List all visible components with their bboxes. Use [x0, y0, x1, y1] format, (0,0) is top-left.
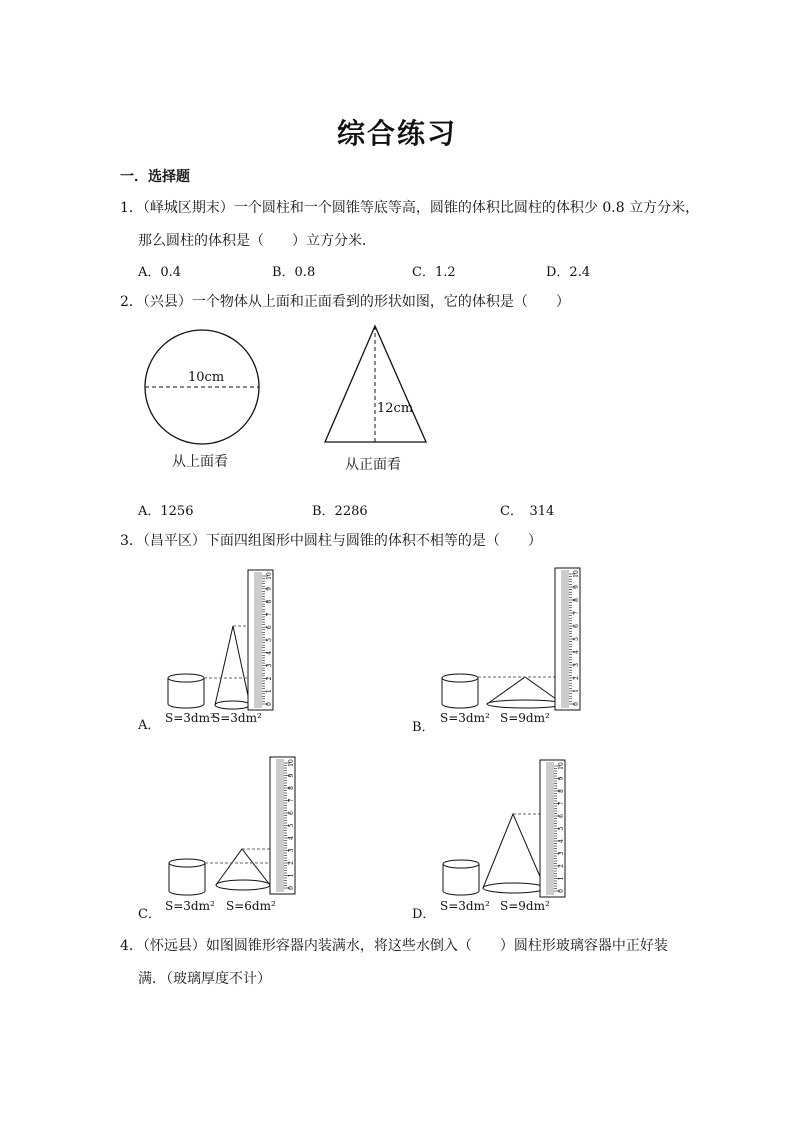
ruler-number: 9: [288, 773, 295, 778]
ruler-number: 3: [266, 663, 273, 668]
group-d-cylinder: [443, 860, 479, 895]
group-a-cone-label: S=3dm²: [212, 711, 262, 725]
ruler-number: 1: [573, 689, 580, 693]
ruler-number: 2: [288, 861, 295, 865]
top-view-figure: [140, 325, 265, 450]
group-d-ruler: [540, 760, 565, 897]
q3-text: 3．（昌平区）下面四组图形中圆柱与圆锥的体积不相等的是（ ）: [120, 533, 542, 549]
ruler-number: 3: [558, 851, 565, 856]
ruler-number: 7: [558, 801, 565, 806]
group-d-letter[interactable]: D．: [412, 907, 436, 922]
group-a-figure: [160, 565, 285, 715]
group-b-cone: [487, 677, 563, 708]
group-b-figure: [435, 565, 585, 715]
ruler-number: 0: [266, 702, 273, 706]
group-b-ruler: [555, 568, 580, 710]
q1-line2: 那么圆柱的体积是（ ）立方分米．: [138, 233, 376, 249]
group-d-figure: [435, 752, 570, 902]
q2-option-a[interactable]: A．1256: [138, 504, 194, 519]
ruler-number: 0: [288, 886, 295, 890]
q2-option-b[interactable]: B．2286: [312, 504, 368, 519]
ruler-number: 7: [288, 798, 295, 803]
ruler-number: 8: [558, 789, 565, 793]
ruler-number: 5: [288, 823, 295, 828]
ruler-number: 10: [288, 759, 295, 767]
group-c-cone: [216, 849, 270, 890]
ruler-number: 6: [266, 625, 273, 630]
ruler-number: 0: [558, 889, 565, 893]
q4-line2: 满．（玻璃厚度不计）: [138, 971, 271, 987]
group-a-cylinder-label: S=3dm²: [165, 711, 215, 725]
ruler-number: 1: [266, 689, 273, 694]
front-view-caption: 从正面看: [345, 457, 401, 473]
group-d-cone: [483, 814, 545, 893]
q4-line1: 4．（怀远县）如图圆锥形容器内装满水，将这些水倒入（ ）圆柱形玻璃容器中正好装: [120, 938, 668, 954]
top-view-caption: 从上面看: [172, 454, 228, 470]
ruler-number: 2: [573, 676, 580, 680]
ruler-number: 6: [573, 624, 580, 628]
ruler-number: 9: [266, 586, 273, 591]
ruler-number: 9: [573, 585, 580, 589]
group-c-cylinder-label: S=3dm²: [165, 899, 215, 913]
ruler-number: 10: [558, 762, 565, 770]
ruler-number: 5: [573, 637, 580, 641]
height-label: 12cm: [377, 401, 414, 416]
section-heading: 一．选择题: [120, 169, 190, 185]
q1-option-b[interactable]: B．0.8: [272, 265, 316, 280]
group-d-cone-label: S=9dm²: [500, 899, 550, 913]
ruler-number: 6: [558, 814, 565, 818]
ruler-number: 3: [288, 848, 295, 853]
group-b-cylinder-label: S=3dm²: [440, 711, 490, 725]
q1-option-a[interactable]: A．0.4: [138, 265, 182, 280]
front-view-figure: [318, 322, 433, 447]
ruler-number: 8: [573, 598, 580, 602]
ruler-number: 5: [266, 638, 273, 642]
ruler-number: 3: [573, 663, 580, 667]
ruler-number: 5: [558, 826, 565, 831]
ruler-number: 9: [558, 776, 565, 781]
group-c-ruler: [270, 757, 295, 894]
ruler-number: 7: [266, 612, 273, 617]
ruler-number: 10: [266, 572, 273, 580]
q1-line1: 1．（峄城区期末）一个圆柱和一个圆锥等底等高，圆锥的体积比圆柱的体积少 0.8 立方分米，: [120, 200, 700, 216]
ruler-number: 4: [266, 650, 273, 655]
group-d-cylinder-label: S=3dm²: [440, 899, 490, 913]
ruler-number: 2: [558, 864, 565, 868]
group-c-cylinder: [169, 859, 205, 895]
ruler-number: 0: [573, 702, 580, 706]
ruler-number: 1: [288, 873, 295, 878]
ruler-number: 8: [266, 599, 273, 604]
group-b-cone-label: S=9dm²: [500, 711, 550, 725]
q2-text: 2．（兴县）一个物体从上面和正面看到的形状如图，它的体积是（ ）: [120, 294, 570, 310]
ruler-number: 4: [288, 836, 295, 840]
group-b-letter[interactable]: B．: [412, 720, 435, 735]
ruler-number: 1: [558, 876, 565, 881]
ruler-number: 10: [573, 570, 580, 578]
group-c-letter[interactable]: C．: [138, 907, 161, 922]
ruler-number: 4: [558, 839, 565, 843]
q1-option-d[interactable]: D．2.4: [546, 265, 591, 280]
q2-option-c[interactable]: C． 314: [500, 504, 555, 519]
ruler-number: 4: [573, 650, 580, 654]
q1-option-c[interactable]: C．1.2: [412, 265, 456, 280]
group-c-figure: [160, 752, 305, 902]
ruler-number: 6: [288, 811, 295, 815]
group-a-cylinder: [168, 674, 204, 708]
group-b-cylinder: [442, 674, 478, 708]
group-c-cone-label: S=6dm²: [226, 899, 276, 913]
ruler-number: 2: [266, 676, 273, 681]
page-title: 综合练习: [336, 117, 457, 150]
group-a-cone: [215, 626, 250, 709]
diameter-label: 10cm: [188, 370, 225, 385]
group-a-ruler: [248, 570, 273, 710]
ruler-number: 7: [573, 611, 580, 615]
group-a-letter[interactable]: A．: [138, 718, 161, 733]
ruler-number: 8: [288, 786, 295, 790]
